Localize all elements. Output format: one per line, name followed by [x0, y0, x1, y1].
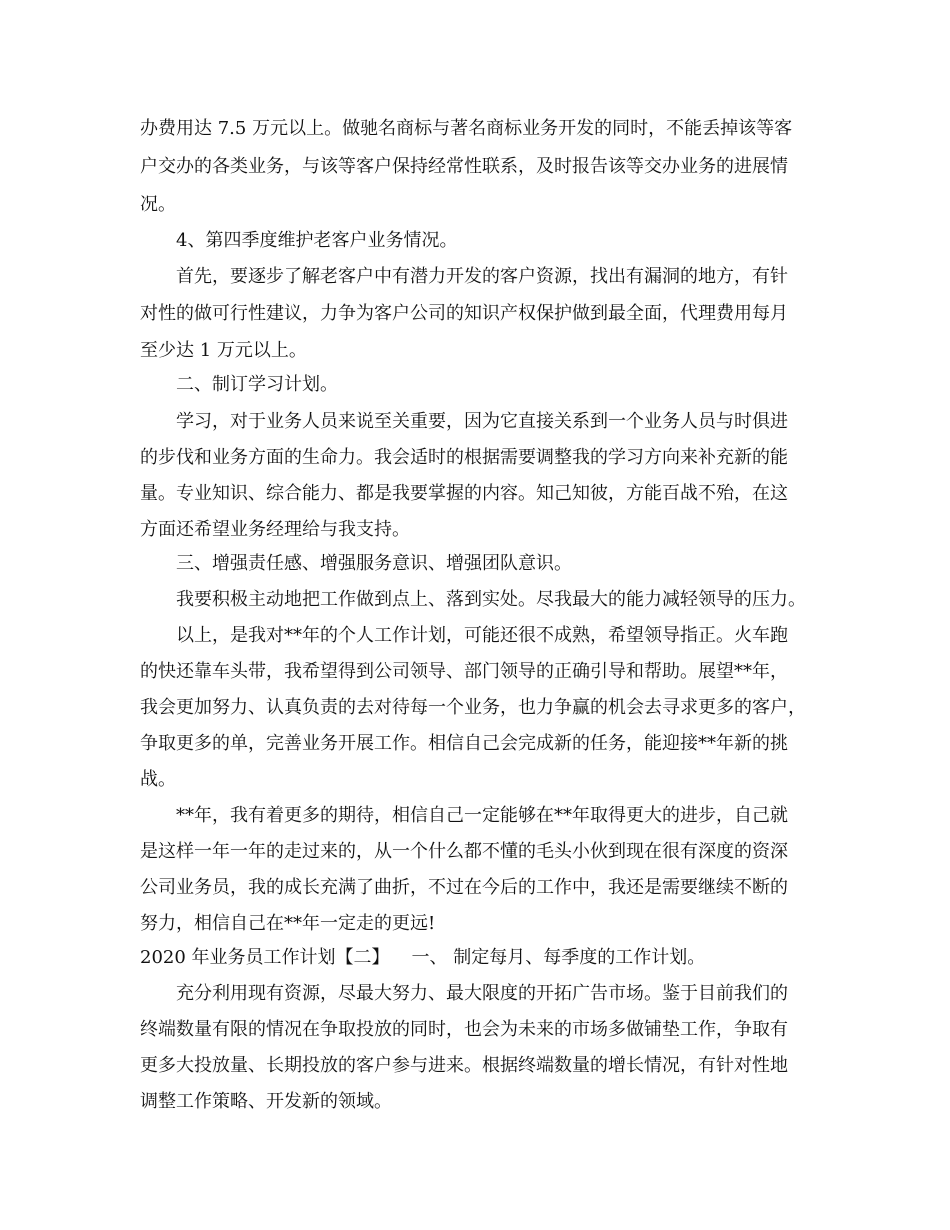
- text-line: 以上，是我对**年的个人工作计划，可能还很不成熟，希望领导指正。火车跑: [176, 625, 788, 646]
- text-line: 调整工作策略、开发新的领域。: [140, 1091, 392, 1112]
- text-line: 终端数量有限的情况在争取投放的同时，也会为未来的市场多做铺垫工作，争取有: [140, 1019, 788, 1040]
- text-line: 首先，要逐步了解老客户中有潜力开发的客户资源，找出有漏洞的地方，有针: [176, 266, 788, 287]
- text-line: 方面还希望业务经理给与我支持。: [140, 519, 410, 540]
- section-heading: 二、制订学习计划。: [176, 374, 338, 395]
- section-heading: 4、第四季度维护老客户业务情况。: [176, 230, 458, 251]
- text-line: 学习，对于业务人员来说至关重要，因为它直接关系到一个业务人员与时俱进: [176, 411, 788, 432]
- document-title-line: [140, 946, 705, 970]
- text-line: 我要积极主动地把工作做到点上、落到实处。尽我最大的能力减轻领导的压力。: [176, 589, 806, 610]
- section-heading: 三、增强责任感、增强服务意识、增强团队意识。: [176, 553, 572, 574]
- text-line: 量。专业知识、综合能力、都是我要掌握的内容。知己知彼，方能百战不殆，在这: [140, 483, 788, 504]
- text-line: 充分利用现有资源，尽最大努力、最大限度的开拓广告市场。鉴于目前我们的: [176, 983, 788, 1004]
- text-line: 的快还靠车头带，我希望得到公司领导、部门领导的正确引导和帮助。展望**年，: [140, 661, 788, 682]
- section-heading: 一、 制定每月、每季度的工作计划。: [411, 947, 706, 968]
- text-line: **年，我有着更多的期待，相信自己一定能够在**年取得更大的进步，自己就: [176, 805, 788, 826]
- text-line: 公司业务员，我的成长充满了曲折，不过在今后的工作中，我还是需要继续不断的: [140, 877, 788, 898]
- text-line: 户交办的各类业务，与该等客户保持经常性联系，及时报告该等交办业务的进展情: [140, 156, 788, 177]
- document-title: 2020 年业务员工作计划【二】: [140, 947, 390, 968]
- text-line: 是这样一年一年的走过来的，从一个什么都不懂的毛头小伙到现在很有深度的资深: [140, 841, 788, 862]
- text-line: 的步伐和业务方面的生命力。我会适时的根据需要调整我的学习方向来补充新的能: [140, 447, 788, 468]
- text-line: 对性的做可行性建议，力争为客户公司的知识产权保护做到最全面，代理费用每月: [140, 303, 788, 324]
- text-line: 至少达 1 万元以上。: [140, 340, 307, 361]
- text-line: 况。: [140, 194, 176, 215]
- text-line: 战。: [140, 769, 176, 790]
- text-line: 努力，相信自己在**年一定走的更远!: [140, 913, 436, 934]
- text-line: 争取更多的单，完善业务开展工作。相信自己会完成新的任务，能迎接**年新的挑: [140, 733, 788, 754]
- text-line: 我会更加努力、认真负责的去对待每一个业务，也力争赢的机会去寻求更多的客户，: [140, 697, 806, 718]
- text-line: 更多大投放量、长期投放的客户参与进来。根据终端数量的增长情况，有针对性地: [140, 1055, 788, 1076]
- text-line: 办费用达 7.5 万元以上。做驰名商标与著名商标业务开发的同时，不能丢掉该等客: [140, 118, 793, 139]
